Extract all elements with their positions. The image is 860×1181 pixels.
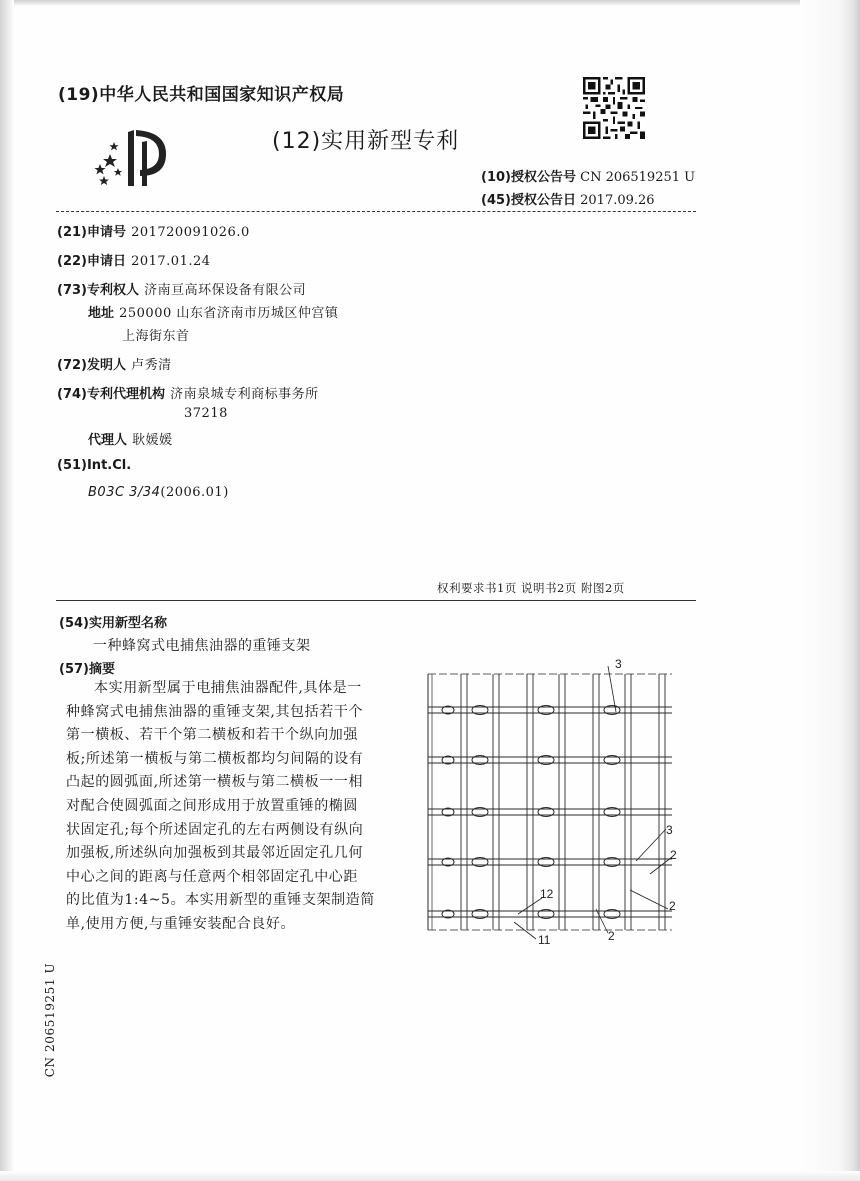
header-divider	[56, 211, 696, 212]
support-frame-drawing	[410, 652, 700, 952]
publication-number	[481, 166, 695, 185]
callout-leader	[650, 857, 672, 874]
utility-model-title: 一种蜂窝式电捕焦油器的重锤支架	[93, 638, 311, 654]
publication-number-value: CN 206519251 U	[580, 170, 696, 185]
publication-date	[481, 189, 655, 208]
intcl-label: (51)Int.Cl.	[57, 458, 132, 473]
abstract-line: 的比值为1:4~5。本实用新型的重锤支架制造简	[66, 892, 375, 909]
intcl-code: B03C 3/34	[88, 485, 161, 500]
scan-edge-left	[0, 0, 14, 1181]
callout-leader	[518, 898, 542, 914]
section-divider	[56, 600, 696, 601]
patent-agency-value: 济南泉城专利商标事务所	[170, 387, 319, 402]
patent-agency-code: 37218	[184, 406, 228, 421]
callout-leader	[636, 829, 666, 861]
patentee-value: 济南亘高环保设备有限公司	[144, 283, 307, 298]
cnipa-logo-icon	[90, 124, 174, 190]
application-date-label: (22)申请日	[57, 254, 126, 269]
application-date	[57, 250, 211, 269]
abstract-line: 中心之间的距离与任意两个相邻固定孔中心距	[66, 868, 358, 885]
abstract-line: 板;所述第一横板与第二横板都均匀间隔的设有	[66, 750, 364, 767]
inventor-value: 卢秀清	[131, 358, 172, 373]
page-count-info: 权利要求书1页 说明书2页 附图2页	[437, 581, 625, 595]
publication-number-label: (10)授权公告号	[481, 170, 576, 185]
document-type: (12)实用新型专利	[272, 129, 460, 154]
callout-label: 2	[670, 848, 677, 862]
publication-date-value: 2017.09.26	[580, 193, 655, 208]
patentee-label: (73)专利权人	[57, 283, 139, 298]
publication-date-label: (45)授权公告日	[481, 193, 576, 208]
abstract-line: 第一横板、若干个第二横板和若干个纵向加强	[66, 727, 358, 744]
inventor-label: (72)发明人	[57, 358, 126, 373]
callout-label: 2	[608, 929, 615, 943]
address-line-2: 上海街东首	[122, 329, 190, 344]
intcl-version: (2006.01)	[160, 485, 229, 500]
drawing-callouts	[514, 657, 677, 947]
address	[88, 302, 338, 321]
side-publication-number: CN 206519251 U	[43, 962, 57, 1078]
abstract-line: 种蜂窝式电捕焦油器的重锤支架,其包括若干个	[66, 703, 364, 720]
callout-label: 2	[669, 899, 676, 913]
agent-value: 耿媛媛	[132, 433, 173, 448]
patentee	[57, 279, 306, 298]
callout-label: 12	[540, 887, 554, 901]
application-number-value: 201720091026.0	[131, 225, 250, 240]
application-number	[57, 221, 250, 240]
callout-label: 3	[615, 657, 622, 671]
callout-leader	[630, 890, 668, 909]
abstract-line: 凸起的圆弧面,所述第一横板与第二横板一一相	[66, 774, 364, 791]
address-label: 地址	[88, 306, 115, 321]
abstract-line: 单,使用方便,与重锤安装配合良好。	[66, 915, 296, 932]
agent	[88, 429, 173, 448]
office-name: (19)中华人民共和国国家知识产权局	[58, 85, 345, 105]
application-date-value: 2017.01.24	[131, 254, 211, 269]
utility-model-title-label: (54)实用新型名称	[59, 616, 167, 631]
scan-edge-bottom	[0, 1171, 860, 1181]
scan-edge-top	[0, 0, 860, 6]
abstract-line: 状固定孔;每个所述固定孔的左右两侧设有纵向	[66, 821, 364, 838]
application-number-label: (21)申请号	[57, 225, 126, 240]
abstract-line: 加强板,所述纵向加强板到其最邻近固定孔几何	[66, 845, 364, 862]
patent-agency-label: (74)专利代理机构	[57, 387, 165, 402]
abstract-label: (57)摘要	[59, 662, 115, 677]
inventor	[57, 354, 172, 373]
qr-code-icon	[583, 77, 645, 139]
abstract-line: 对配合使圆弧面之间形成用于放置重锤的椭圆	[66, 797, 358, 814]
abstract-body	[66, 677, 388, 937]
patent-agency	[57, 383, 319, 402]
callout-label: 3	[666, 823, 673, 837]
intcl-classification	[88, 481, 229, 500]
agent-label: 代理人	[88, 433, 128, 448]
abstract-line: 本实用新型属于电捕焦油器配件,具体是一	[94, 680, 362, 696]
address-line-1: 250000 山东省济南市历城区仲宫镇	[119, 306, 339, 321]
callout-label: 11	[538, 933, 551, 947]
scan-edge-right	[800, 0, 860, 1181]
callout-leader	[596, 909, 608, 933]
